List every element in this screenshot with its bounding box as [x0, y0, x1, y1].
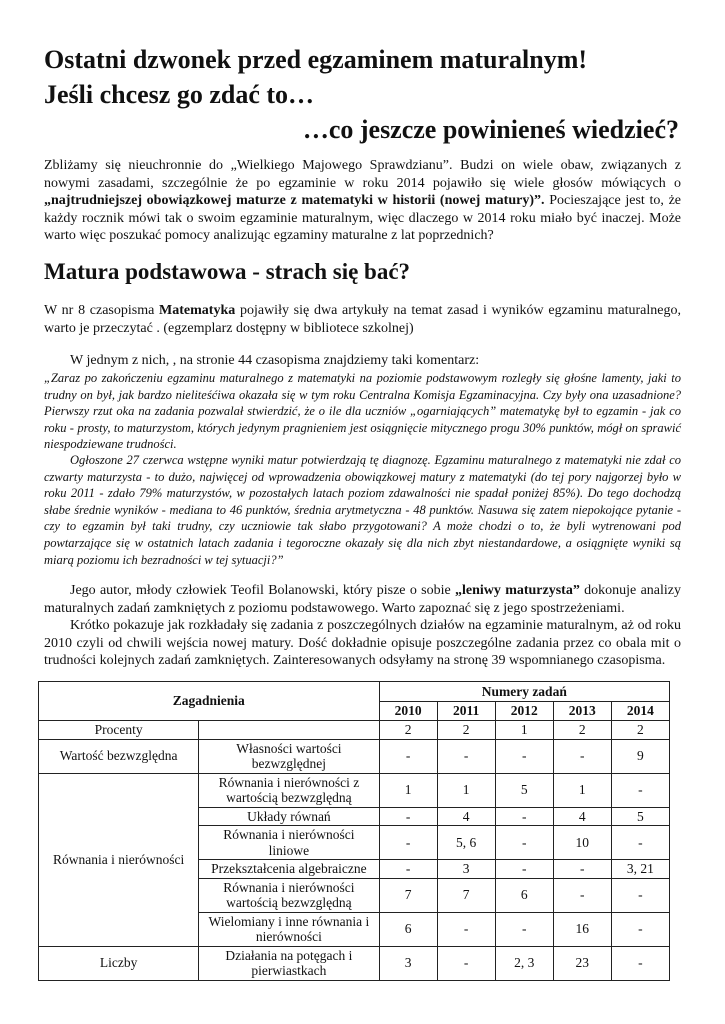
quote-paragraph-1: „Zaraz po zakończeniu egzaminu maturalnego z matematyki na poziomie podstawowym rozległy się głośne lamenty, jaki to trudny on był, jak bardzo nieliteśćiwa okazała się w tym roku Centralna Komisja Egzaminacyjna. Czy były ona uzasadnione? Pierwszy rzut oka na zadania pozwalał stwierdzić, że o ile dla uczniów „ogarniających” matematykę był to egzamin - jak co roku - prosty, to maturzystom, których jedynym pragnieniem jest osiągnięcie mitycznego progu 30% punktów, mógł on sprawić niespodziewane trudności.: [44, 371, 681, 452]
value-cell: 23: [553, 946, 611, 980]
subtopic-cell: [199, 721, 379, 740]
magazine-name: Matematyka: [159, 303, 236, 318]
value-cell: 3: [437, 860, 495, 879]
value-cell: 16: [553, 912, 611, 946]
quote-paragraph-2: Ogłoszone 27 czerwca wstępne wyniki matur potwierdzają tę diagnozę. Egzaminu maturalnego z matematyki nie zdał co czwarty maturzysta - to dużo, najwięcej od wprowadzenia obowiązkowej matury z matematyki (do tej pory najgorzej było w roku 2011 - zdało 79% maturzystów, w pozostałych latach poziom zdawalności nie spadał poniżej 85%). Do tego dochodzą słabe średnie wyników - mediana to 46 punktów, średnia arytmetyczna - 48 punktów. Nasuwa się zatem niepokojące pytanie - czy to egzamin był taki trudny, czy uczniowie tak słabo przygotowani? A może chodzi o to, że byli wytrenowani pod powtarzające się w ostatnich latach zadania i tegoroczne okazały się dla nich zbyt niestandardowe, a osiągnięte wyniki są miarą poziomu ich bezradności w tej sytuacji?”: [44, 453, 681, 567]
value-cell: 1: [495, 721, 553, 740]
value-cell: 5: [611, 807, 669, 826]
category-cell: Procenty: [39, 721, 199, 740]
category-cell: Wartość bezwzględna: [39, 739, 199, 773]
table-row: [39, 739, 670, 773]
value-cell: -: [437, 739, 495, 773]
subtopic-cell: Równania i nierówności liniowe: [199, 826, 379, 860]
value-cell: -: [553, 878, 611, 912]
category-cell: Równania i nierówności: [39, 773, 199, 946]
subtopic-cell: Układy równań: [199, 807, 379, 826]
value-cell: 3, 21: [611, 860, 669, 879]
value-cell: -: [611, 946, 669, 980]
author-paragraph: [44, 582, 681, 617]
value-cell: -: [611, 878, 669, 912]
author-text-2: dokonuje analizy maturalnych zadań zamkniętych z poziomu podstawowego. Warto zapoznać się z jego spostrzeżeniami.: [44, 583, 681, 616]
value-cell: -: [611, 826, 669, 860]
subtopic-cell: Równania i nierówności z wartością bezwzględną: [199, 773, 379, 807]
table-row: [39, 773, 670, 807]
value-cell: 2: [437, 721, 495, 740]
value-cell: 2, 3: [495, 946, 553, 980]
exam-topics-table: [38, 681, 670, 981]
comment-intro-paragraph: W jednym z nich, , na stronie 44 czasopisma znajdziemy taki komentarz:: [70, 353, 480, 368]
author-nickname: „leniwy maturzysta”: [455, 583, 580, 598]
value-cell: -: [495, 860, 553, 879]
value-cell: 7: [379, 878, 437, 912]
subtopic-cell: Przekształcenia algebraiczne: [199, 860, 379, 879]
summary-paragraph: Krótko pokazuje jak rozkładały się zadania z poszczególnych działów na egzaminie maturalnym, aż od roku 2010 czyli od chwili wejścia nowej matury. Dość dokładnie opisuje poszczególne zadania przez co obala mit o trudności kolejnych zadań zamkniętych. Zainteresowanych odsyłamy na stronę 39 wspomnianego czasopisma.: [44, 618, 681, 668]
author-text-1: Jego autor, młody człowiek Teofil Bolanowski, który pisze o sobie: [70, 583, 455, 598]
value-cell: 5, 6: [437, 826, 495, 860]
category-cell: Liczby: [39, 946, 199, 980]
header-task-numbers: Numery zadań: [379, 682, 669, 702]
header-year: 2011: [437, 701, 495, 721]
value-cell: -: [553, 860, 611, 879]
title-line-2: Jeśli chcesz go zdać to…: [44, 80, 315, 109]
value-cell: -: [611, 912, 669, 946]
value-cell: 10: [553, 826, 611, 860]
value-cell: 2: [611, 721, 669, 740]
value-cell: -: [495, 826, 553, 860]
value-cell: 5: [495, 773, 553, 807]
value-cell: -: [495, 912, 553, 946]
header-year: 2012: [495, 701, 553, 721]
section-heading: Matura podstawowa - strach się bać?: [44, 259, 411, 284]
header-year: 2010: [379, 701, 437, 721]
header-year: 2013: [553, 701, 611, 721]
intro-bold-quote: „najtrudniejszej obowiązkowej maturze z matematyki w historii (nowej matury)”.: [44, 193, 545, 208]
value-cell: -: [495, 739, 553, 773]
value-cell: 1: [437, 773, 495, 807]
subtopic-cell: Własności wartości bezwzględnej: [199, 739, 379, 773]
table-row: [39, 946, 670, 980]
value-cell: -: [437, 912, 495, 946]
value-cell: 4: [553, 807, 611, 826]
value-cell: -: [379, 826, 437, 860]
subtopic-cell: Działania na potęgach i pierwiastkach: [199, 946, 379, 980]
value-cell: 3: [379, 946, 437, 980]
value-cell: 1: [553, 773, 611, 807]
header-year: 2014: [611, 701, 669, 721]
magazine-text-1: W nr 8 czasopisma: [44, 303, 160, 318]
value-cell: -: [379, 739, 437, 773]
magazine-paragraph: [44, 302, 681, 337]
value-cell: 6: [379, 912, 437, 946]
subtopic-cell: Wielomiany i inne równania i nierówności: [199, 912, 379, 946]
value-cell: 4: [437, 807, 495, 826]
value-cell: -: [495, 807, 553, 826]
table-row: [39, 721, 670, 740]
subtopic-cell: Równania i nierówności wartością bezwzględną: [199, 878, 379, 912]
title-line-3: …co jeszcze powinieneś wiedzieć?: [302, 115, 679, 144]
intro-paragraph: [44, 157, 681, 245]
header-topics: Zagadnienia: [39, 682, 380, 721]
value-cell: -: [379, 860, 437, 879]
value-cell: -: [611, 773, 669, 807]
value-cell: -: [553, 739, 611, 773]
title-line-1: Ostatni dzwonek przed egzaminem maturalnym!: [44, 45, 588, 74]
value-cell: 6: [495, 878, 553, 912]
value-cell: -: [437, 946, 495, 980]
value-cell: 1: [379, 773, 437, 807]
value-cell: 7: [437, 878, 495, 912]
intro-text-1: Zbliżamy się nieuchronnie do „Wielkiego Majowego Sprawdzianu”. Budzi on wiele obaw, związanych z nowymi zasadami, szczególnie że po egzaminie w roku 2014 pojawiło się wiele głosów mówiących o: [44, 158, 681, 191]
value-cell: 2: [379, 721, 437, 740]
value-cell: -: [379, 807, 437, 826]
value-cell: 9: [611, 739, 669, 773]
value-cell: 2: [553, 721, 611, 740]
magazine-text-2: pojawiły się dwa artykuły na temat zasad i wyników egzaminu maturalnego, warto je przeczytać . (egzemplarz dostępny w bibliotece szkolnej): [44, 303, 681, 336]
intro-text-2: Pocieszające jest to, że każdy rocznik mówi tak o swoim egzaminie maturalnym, więc dlaczego w 2014 roku miało być inaczej. Może warto więc poszukać pomocy analizując egzaminy maturalne z lat poprzednich?: [44, 193, 681, 243]
